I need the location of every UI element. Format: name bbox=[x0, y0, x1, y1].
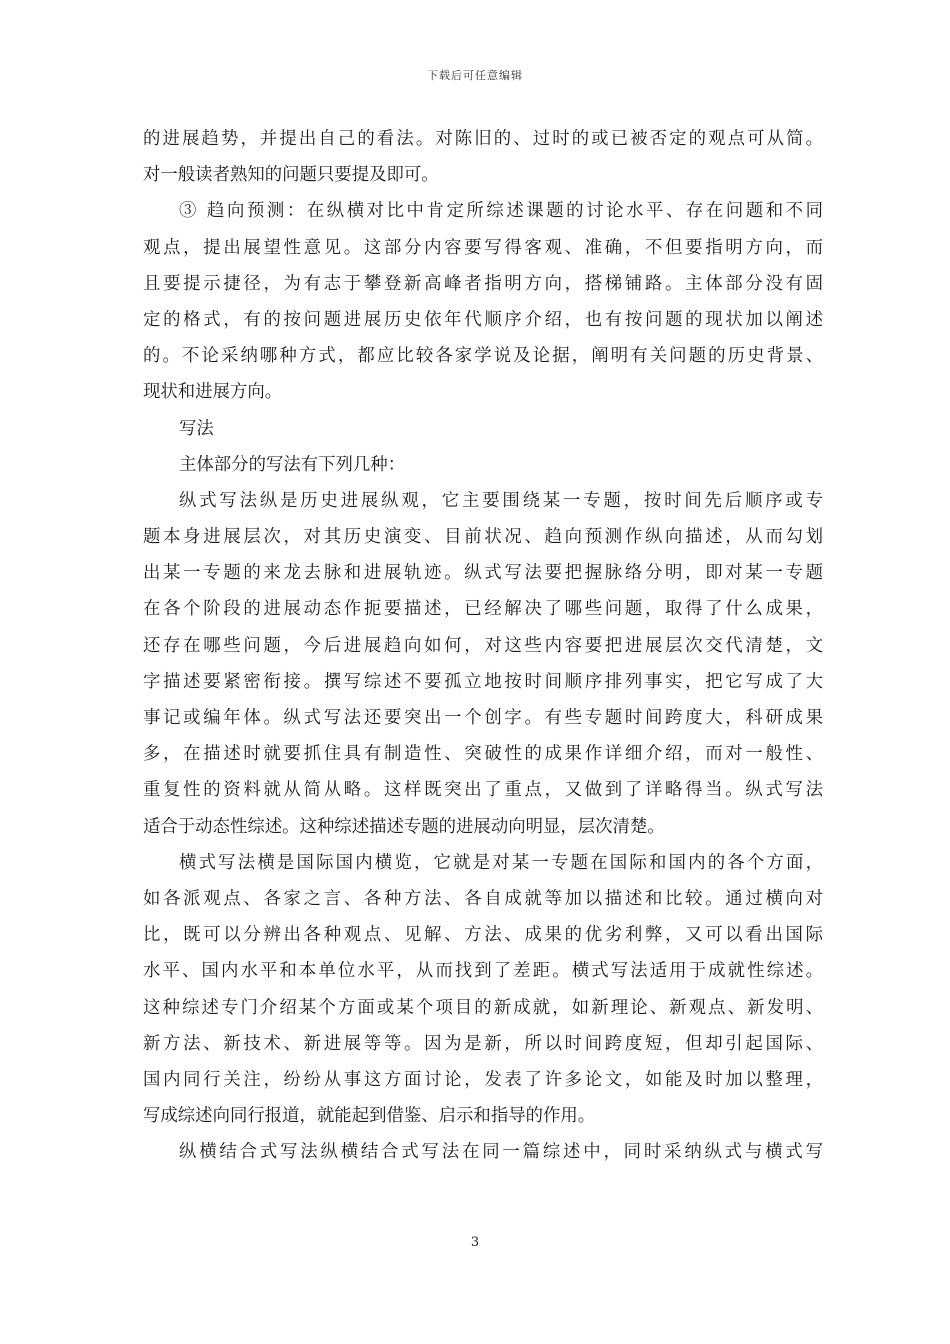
text-line: 比，既可以分辨出各种观点、见解、方法、成果的优劣利弊，又可以看出国际 bbox=[143, 925, 823, 946]
text-line: 重复性的资料就从简从略。这样既突出了重点，又做到了详略得当。纵式写法 bbox=[143, 780, 823, 801]
text-line: 横式写法横是国际国内横览，它就是对某一专题在国际和国内的各个方面， bbox=[179, 852, 823, 873]
text-line: 这种综述专门介绍某个方面或某个项目的新成就，如新理论、新观点、新发明、 bbox=[143, 997, 823, 1018]
text-line: 适合于动态性综述。这种综述描述专题的进展动向明显，层次清楚。 bbox=[143, 816, 665, 837]
text-line: 现状和进展方向。 bbox=[143, 382, 283, 403]
text-line: 观点，提出展望性意见。这部分内容要写得客观、准确，不但要指明方向，而 bbox=[143, 237, 823, 258]
text-line: 如各派观点、各家之言、各种方法、各自成就等加以描述和比较。通过横向对 bbox=[143, 888, 823, 909]
text-line: 多，在描述时就要抓住具有制造性、突破性的成果作详细介绍，而对一般性、 bbox=[143, 744, 823, 765]
text-line: 且要提示捷径，为有志于攀登新高峰者指明方向，搭梯铺路。主体部分没有固 bbox=[143, 273, 823, 294]
text-line: 出某一专题的来龙去脉和进展轨迹。纵式写法要把握脉络分明，即对某一专题 bbox=[143, 563, 823, 584]
text-line: 对一般读者熟知的问题只要提及即可。 bbox=[143, 165, 439, 186]
paragraph bbox=[143, 121, 823, 193]
paragraph bbox=[143, 1134, 823, 1170]
text-line: 主体部分的写法有下列几种： bbox=[179, 454, 406, 475]
document-body bbox=[143, 121, 823, 1170]
text-line: 纵式写法纵是历史进展纵观，它主要围绕某一专题，按时间先后顺序或专 bbox=[179, 490, 823, 511]
text-line: 纵横结合式写法纵横结合式写法在同一篇综述中，同时采纳纵式与横式写 bbox=[179, 1142, 823, 1163]
text-line: 事记或编年体。纵式写法还要突出一个创字。有些专题时间跨度大，科研成果 bbox=[143, 708, 823, 728]
paragraph bbox=[143, 845, 823, 1135]
text-line: 的进展趋势，并提出自己的看法。对陈旧的、过时的或已被否定的观点可从简。 bbox=[143, 129, 823, 149]
text-line: 还存在哪些问题，今后进展趋向如何，对这些内容要把进展层次交代清楚，文 bbox=[143, 635, 823, 656]
text-line: 水平、国内水平和本单位水平，从而找到了差距。横式写法适用于成就性综述。 bbox=[143, 961, 823, 982]
section-heading bbox=[143, 411, 823, 447]
paragraph bbox=[143, 447, 823, 483]
paragraph bbox=[143, 483, 823, 845]
text-line: 写法 bbox=[179, 418, 214, 439]
page-header: 下载后可任意编辑 bbox=[427, 69, 523, 82]
text-line: 题本身进展层次，对其历史演变、目前状况、趋向预测作纵向描述，从而勾划 bbox=[143, 527, 823, 548]
paragraph bbox=[143, 193, 823, 410]
text-line: 定的格式，有的按问题进展历史依年代顺序介绍，也有按问题的现状加以阐述 bbox=[143, 309, 823, 330]
text-line: 新方法、新技术、新进展等等。因为是新，所以时间跨度短，但却引起国际、 bbox=[143, 1033, 823, 1054]
text-line: 国内同行关注，纷纷从事这方面讨论，发表了许多论文，如能及时加以整理， bbox=[143, 1069, 823, 1090]
text-line: 字描述要紧密衔接。撰写综述不要孤立地按时间顺序排列事实，把它写成了大 bbox=[143, 671, 823, 692]
page-number: 3 bbox=[470, 1235, 480, 1250]
text-line: ③ 趋向预测：在纵横对比中肯定所综述课题的讨论水平、存在问题和不同 bbox=[179, 201, 823, 222]
text-line: 在各个阶段的进展动态作扼要描述，已经解决了哪些问题，取得了什么成果， bbox=[143, 599, 823, 620]
text-line: 写成综述向同行报道，就能起到借鉴、启示和指导的作用。 bbox=[143, 1106, 596, 1127]
text-line: 的。不论采纳哪种方式，都应比较各家学说及论据，阐明有关问题的历史背景、 bbox=[143, 346, 823, 367]
